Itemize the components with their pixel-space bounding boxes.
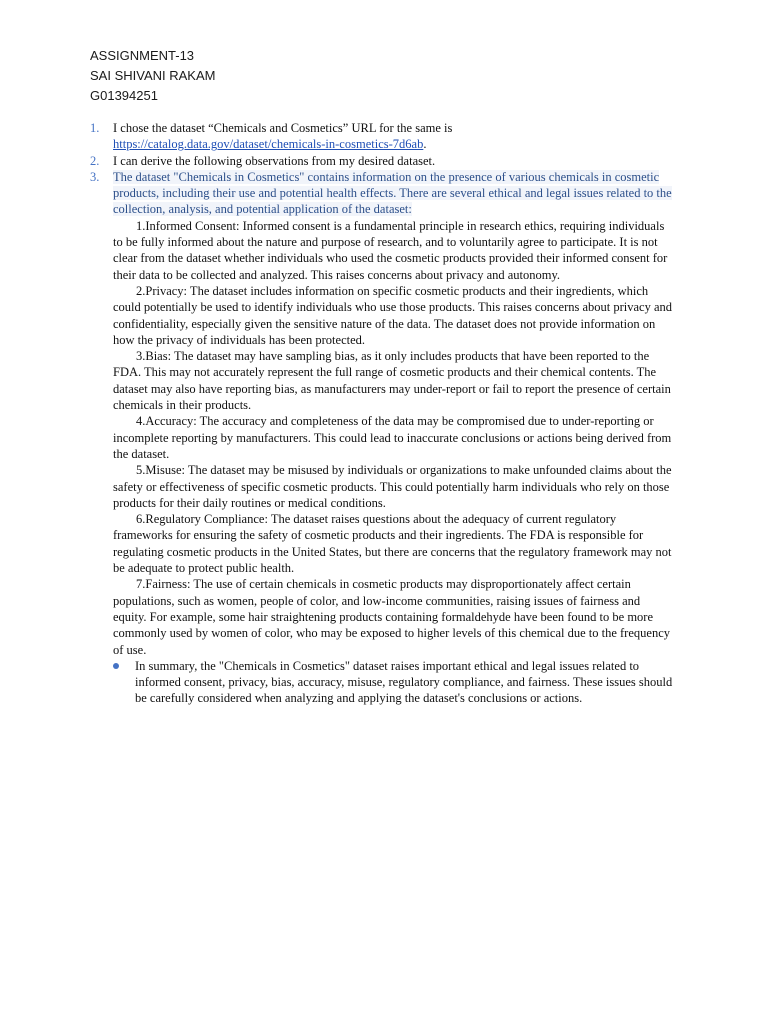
paragraph-regulatory-compliance: 6.Regulatory Compliance: The dataset raises questions about the adequacy of current regulatory frameworks for ensuring the safety of cosmetic products and their ingredients. The FDA is responsible for regulating cosmetic products in the United States, but there are concerns that the regulatory framework may not be adequate to protect public health. [113,512,672,576]
list-item-text: The dataset "Chemicals in Cosmetics" contains information on the presence of various chemicals in cosmetic products, including their use and potential health effects. There are several ethical and legal issues related to the collection, analysis, and potential application of the dataset: [113,169,672,217]
summary-bullet-item [90,658,675,707]
list-item-text: I can derive the following observations from my desired dataset. [113,153,436,168]
paragraph-fairness: 7.Fairness: The use of certain chemicals in cosmetic products may disproportionately affect certain populations, such as women, people of color, and low-income communities, raising issues of fairness and equity. For example, some hair straightening products containing formaldehyde have been found to be more commonly used by women of color, who may be exposed to higher levels of this chemical due to the frequency of use. [113,577,670,657]
document-body [90,120,675,707]
list-number: 3. [90,169,100,184]
document-header [90,46,215,106]
paragraph-misuse: 5.Misuse: The dataset may be misused by individuals or organizations to make unfounded claims about the safety or effectiveness of specific cosmetic products. This could potentially harm individuals who rely on those products for their daily routines or medical conditions. [113,463,672,510]
student-name: SAI SHIVANI RAKAM [90,68,216,83]
list-item-text: I chose the dataset “Chemicals and Cosmetics” URL for the same is [113,121,453,135]
paragraph-informed-consent: 1.Informed Consent: Informed consent is a fundamental principle in research ethics, requiring individuals to be fully informed about the nature and purpose of research, and to voluntarily agree to participate. It is not clear from the dataset whether individuals who used the cosmetic products provided their informed consent for their data to be collected and analyzed. This raises concerns about privacy and autonomy. [113,218,668,282]
list-number: 2. [90,153,100,168]
bullet-icon [113,663,119,669]
student-id: G01394251 [90,88,158,103]
paragraph-accuracy: 4.Accuracy: The accuracy and completeness of the data may be compromised due to under-reporting or incomplete reporting by manufacturers. This could lead to inaccurate conclusions or actions being derived from the dataset. [113,414,672,461]
summary-text: In summary, the "Chemicals in Cosmetics" dataset raises important ethical and legal issues related to informed consent, privacy, bias, accuracy, misuse, regulatory compliance, and fairness. These issues should be carefully considered when analyzing and applying the dataset's conclusions or actions. [135,658,673,706]
list-item-2 [90,153,675,169]
list-number: 1. [90,121,100,135]
paragraph-bias: 3.Bias: The dataset may have sampling bias, as it only includes products that have been reported to the FDA. This may not accurately represent the full range of cosmetic products and their chemical contents. The dataset may also have reporting bias, as manufacturers may under-report or fail to report the presence of certain chemicals in their products. [113,349,671,413]
list-item-3 [90,169,675,218]
assignment-title: ASSIGNMENT-13 [90,48,195,63]
link-suffix: . [423,137,427,152]
dataset-link[interactable]: https://catalog.data.gov/dataset/chemicals-in-cosmetics-7d6ab [113,137,424,152]
list-item-1 [90,120,675,153]
paragraph-privacy: 2.Privacy: The dataset includes information on specific cosmetic products and their ingredients, which could potentially be used to identify individuals who use those products. This raises concerns about privacy and confidentiality, especially given the sensitive nature of the data. The dataset does not provide information on how the privacy of individuals has been protected. [113,283,673,347]
